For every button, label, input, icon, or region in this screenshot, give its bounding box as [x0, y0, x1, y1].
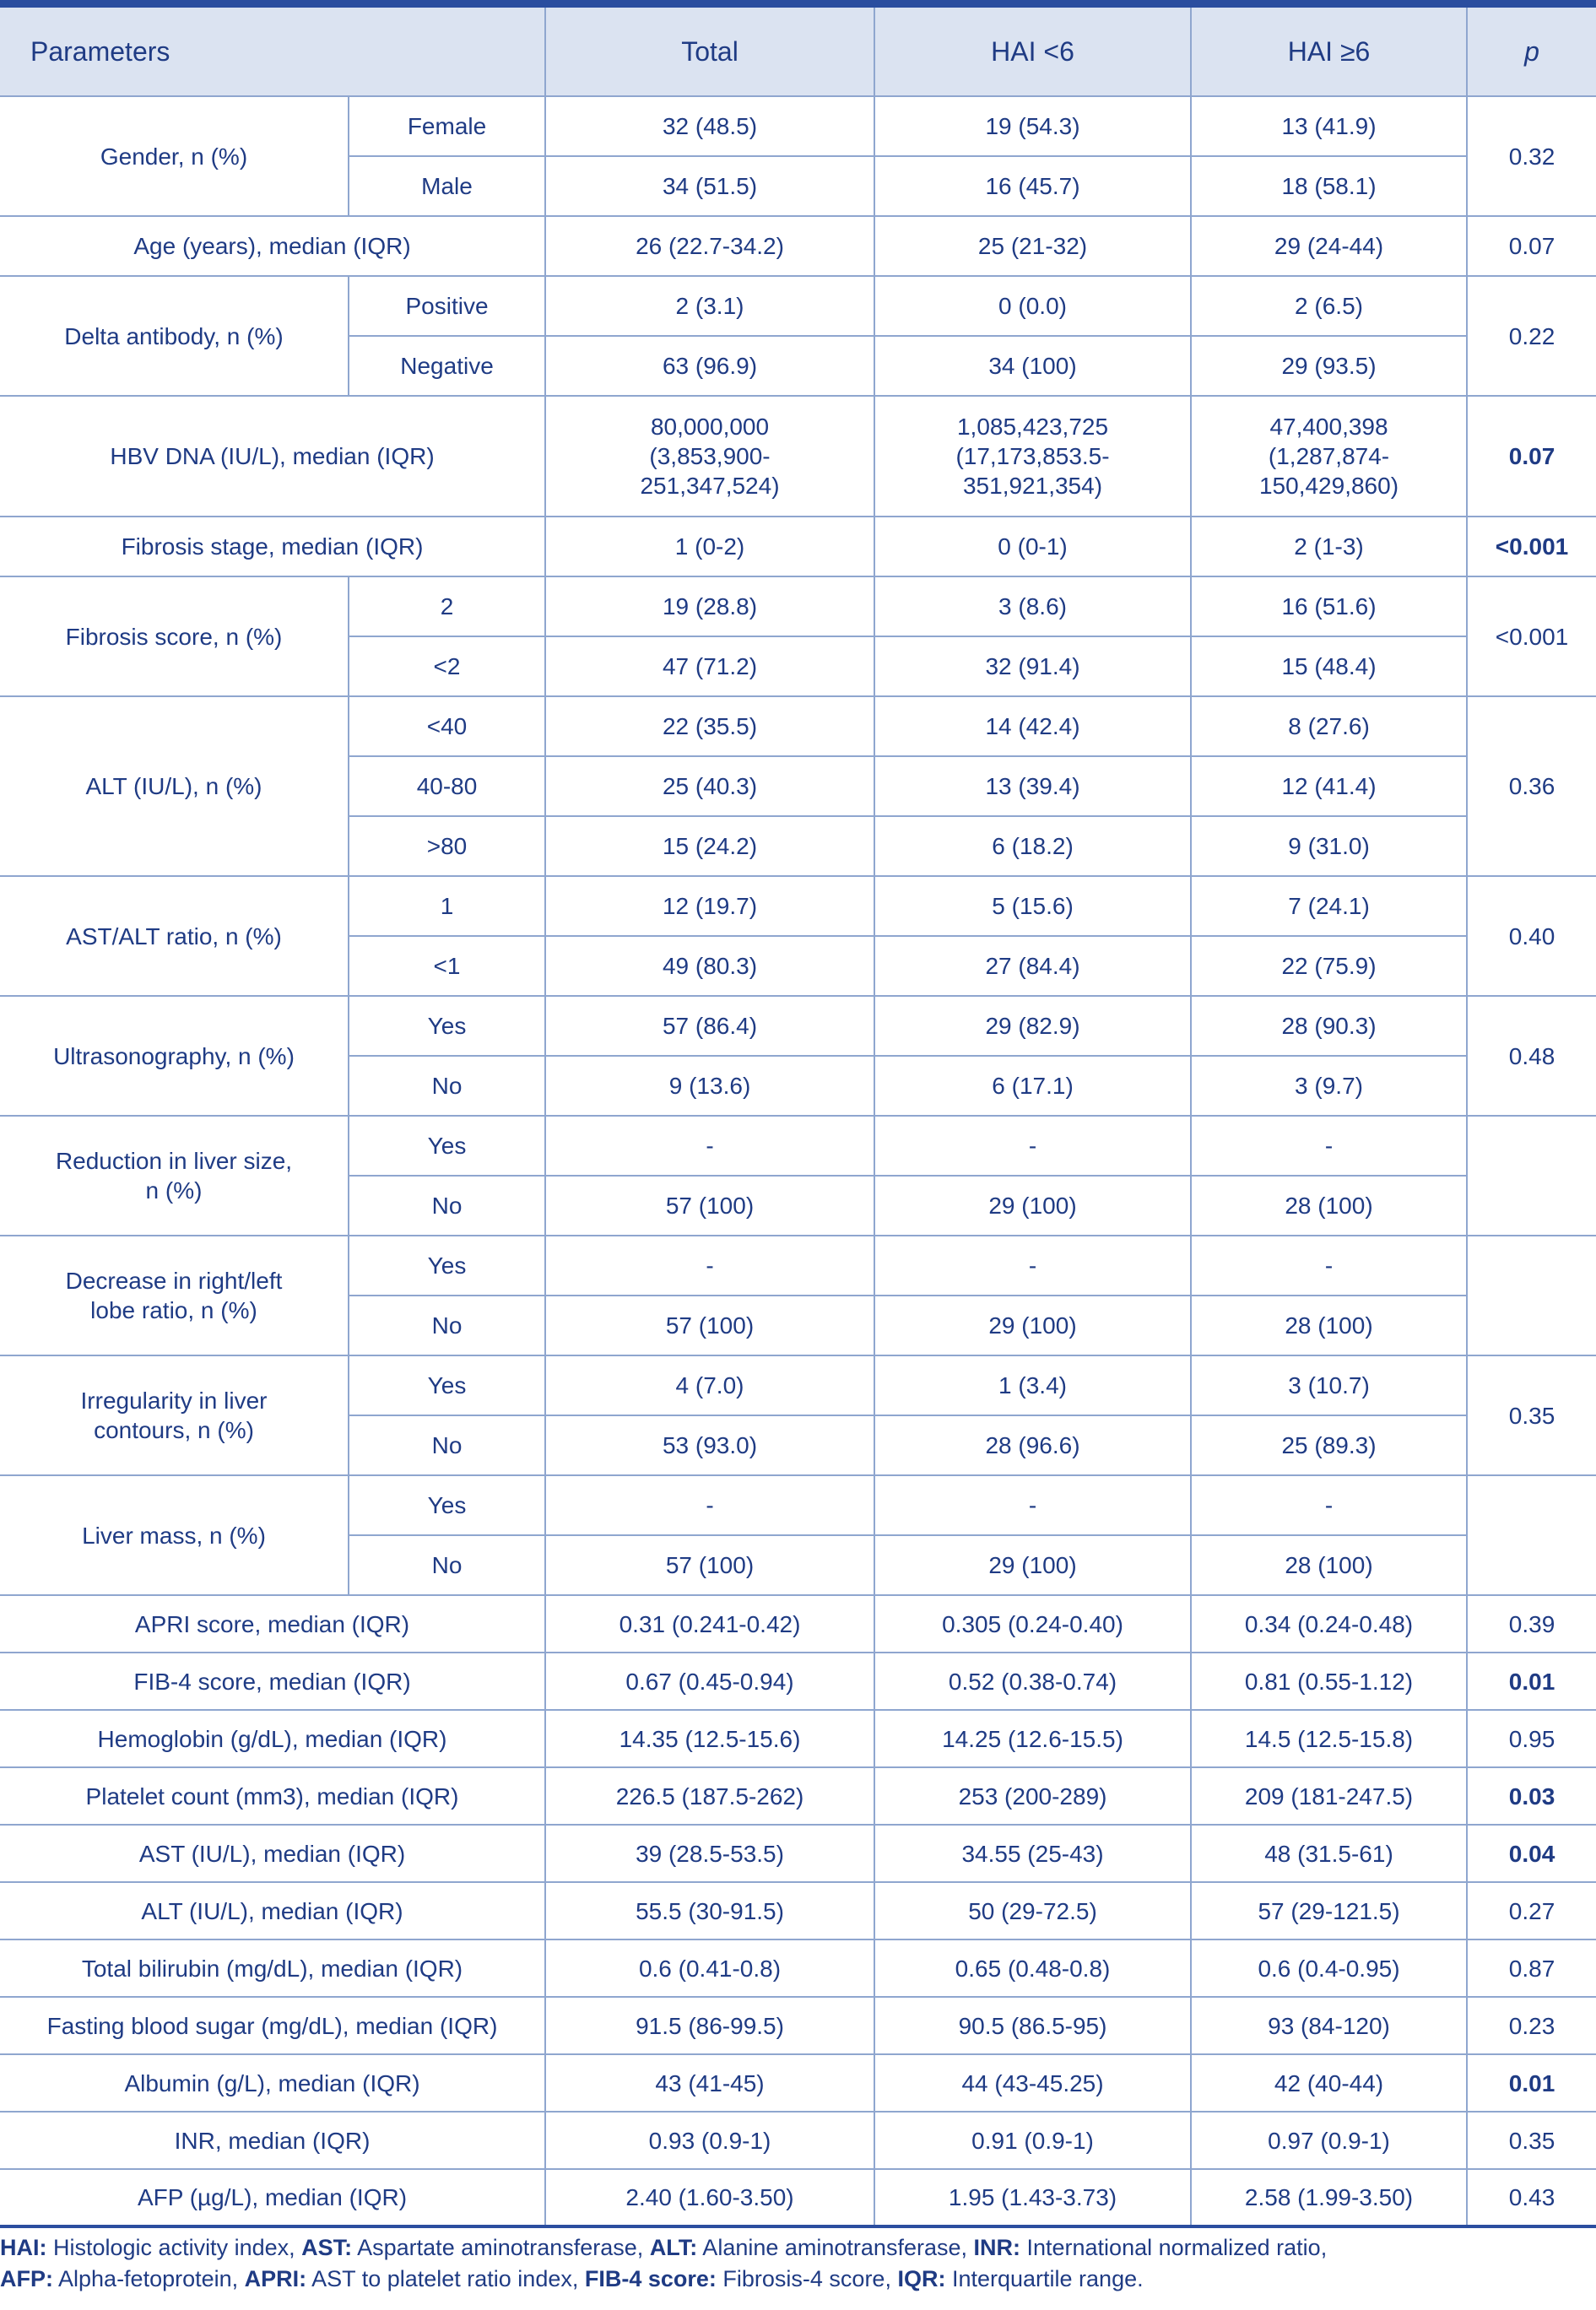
header-hai-high: HAI ≥6	[1191, 8, 1467, 96]
cell-hai-high: 22 (75.9)	[1191, 936, 1467, 996]
table-row	[0, 517, 1596, 576]
cell-hai-high: 2 (6.5)	[1191, 276, 1467, 336]
row-label: Fibrosis score, n (%)	[0, 576, 349, 696]
cell-hai-high: -	[1191, 1236, 1467, 1296]
cell-total: 9 (13.6)	[545, 1056, 874, 1116]
cell-total: 4 (7.0)	[545, 1355, 874, 1415]
cell-p: 0.07	[1467, 396, 1596, 517]
cell-hai-low: 3 (8.6)	[874, 576, 1191, 636]
abbr-term: APRI:	[244, 2266, 307, 2291]
abbr-definition: Alanine aminotransferase,	[697, 2235, 974, 2260]
cell-total: 39 (28.5-53.5)	[545, 1825, 874, 1882]
abbr-definition: Interquartile range.	[945, 2266, 1144, 2291]
cell-p: <0.001	[1467, 576, 1596, 696]
cell-total: 63 (96.9)	[545, 336, 874, 396]
cell-total: 47 (71.2)	[545, 636, 874, 696]
row-label: APRI score, median (IQR)	[0, 1595, 545, 1653]
cell-total: 43 (41-45)	[545, 2054, 874, 2112]
label-line: Decrease in right/left	[65, 1268, 283, 1294]
subgroup-label: Negative	[349, 336, 545, 396]
header-parameters: Parameters	[0, 8, 545, 96]
cell-hai-low: 1.95 (1.43-3.73)	[874, 2169, 1191, 2226]
cell-p: 0.22	[1467, 276, 1596, 396]
cell-hai-high: 2.58 (1.99-3.50)	[1191, 2169, 1467, 2226]
cell-p	[1467, 1236, 1596, 1355]
cell-total: 57 (100)	[545, 1535, 874, 1595]
cell-total: 226.5 (187.5-262)	[545, 1767, 874, 1825]
row-label: Age (years), median (IQR)	[0, 216, 545, 276]
cell-p: 0.23	[1467, 1997, 1596, 2054]
cell-hai-low: 13 (39.4)	[874, 756, 1191, 816]
table-row	[0, 1236, 1596, 1296]
value-line: 80,000,000	[650, 414, 770, 440]
cell-hai-high: 9 (31.0)	[1191, 816, 1467, 876]
subgroup-label: No	[349, 1535, 545, 1595]
table-footnote	[0, 2232, 1596, 2295]
subgroup-label: Female	[349, 96, 545, 156]
cell-hai-low	[874, 396, 1191, 517]
cell-hai-low: 0 (0-1)	[874, 517, 1191, 576]
cell-hai-high: 3 (9.7)	[1191, 1056, 1467, 1116]
abbr-term: AFP:	[0, 2266, 53, 2291]
abbr-definition: Alpha-fetoprotein,	[53, 2266, 245, 2291]
cell-total: 0.67 (0.45-0.94)	[545, 1653, 874, 1710]
cell-hai-high: 209 (181-247.5)	[1191, 1767, 1467, 1825]
cell-hai-high: 0.81 (0.55-1.12)	[1191, 1653, 1467, 1710]
table-row	[0, 96, 1596, 156]
cell-p: 0.36	[1467, 696, 1596, 876]
cell-total: 2 (3.1)	[545, 276, 874, 336]
cell-p: <0.001	[1467, 517, 1596, 576]
value-line: (1,287,874-	[1268, 443, 1390, 469]
cell-p: 0.32	[1467, 96, 1596, 216]
cell-hai-low: 50 (29-72.5)	[874, 1882, 1191, 1939]
cell-total: -	[545, 1236, 874, 1296]
table-row	[0, 216, 1596, 276]
cell-p: 0.07	[1467, 216, 1596, 276]
cell-p: 0.87	[1467, 1939, 1596, 1997]
value-line: 251,347,524)	[640, 473, 780, 499]
table-row	[0, 996, 1596, 1056]
subgroup-label: <2	[349, 636, 545, 696]
cell-hai-low: 5 (15.6)	[874, 876, 1191, 936]
cell-p: 0.27	[1467, 1882, 1596, 1939]
header-row	[0, 8, 1596, 96]
cell-hai-low: 44 (43-45.25)	[874, 2054, 1191, 2112]
cell-p: 0.43	[1467, 2169, 1596, 2226]
subgroup-label: No	[349, 1176, 545, 1236]
cell-hai-low: 0.52 (0.38-0.74)	[874, 1653, 1191, 1710]
row-label: INR, median (IQR)	[0, 2112, 545, 2169]
table-row	[0, 276, 1596, 336]
cell-p: 0.01	[1467, 2054, 1596, 2112]
subgroup-label: Yes	[349, 1355, 545, 1415]
footnote-line-1	[0, 2232, 1596, 2264]
header-hai-low: HAI <6	[874, 8, 1191, 96]
cell-hai-high: 28 (100)	[1191, 1176, 1467, 1236]
cell-hai-low: 29 (82.9)	[874, 996, 1191, 1056]
cell-hai-high: 14.5 (12.5-15.8)	[1191, 1710, 1467, 1767]
cell-hai-low: 34.55 (25-43)	[874, 1825, 1191, 1882]
cell-hai-high: 93 (84-120)	[1191, 1997, 1467, 2054]
cell-total: 49 (80.3)	[545, 936, 874, 996]
cell-total: 15 (24.2)	[545, 816, 874, 876]
cell-hai-high: 16 (51.6)	[1191, 576, 1467, 636]
subgroup-label: Yes	[349, 996, 545, 1056]
label-line: lobe ratio, n (%)	[90, 1297, 257, 1323]
cell-p: 0.35	[1467, 2112, 1596, 2169]
cell-hai-high: 0.34 (0.24-0.48)	[1191, 1595, 1467, 1653]
cell-hai-high: 48 (31.5-61)	[1191, 1825, 1467, 1882]
row-label: Hemoglobin (g/dL), median (IQR)	[0, 1710, 545, 1767]
abbr-term: AST:	[301, 2235, 353, 2260]
cell-hai-high: 28 (90.3)	[1191, 996, 1467, 1056]
cell-total: 0.93 (0.9-1)	[545, 2112, 874, 2169]
cell-hai-low: 29 (100)	[874, 1535, 1191, 1595]
subgroup-label: No	[349, 1415, 545, 1475]
cell-hai-high	[1191, 396, 1467, 517]
table-row	[0, 1653, 1596, 1710]
footnote-line-2	[0, 2264, 1596, 2295]
row-label: AST (IU/L), median (IQR)	[0, 1825, 545, 1882]
cell-hai-high: 57 (29-121.5)	[1191, 1882, 1467, 1939]
cell-total: 34 (51.5)	[545, 156, 874, 216]
table-row	[0, 1825, 1596, 1882]
subgroup-label: 1	[349, 876, 545, 936]
header-p: p	[1467, 8, 1596, 96]
cell-p: 0.04	[1467, 1825, 1596, 1882]
cell-hai-high: 42 (40-44)	[1191, 2054, 1467, 2112]
cell-hai-low: 19 (54.3)	[874, 96, 1191, 156]
cell-hai-low: -	[874, 1475, 1191, 1535]
subgroup-label: No	[349, 1056, 545, 1116]
table-row	[0, 1710, 1596, 1767]
subgroup-label: <40	[349, 696, 545, 756]
cell-total: 14.35 (12.5-15.6)	[545, 1710, 874, 1767]
cell-hai-low: 1 (3.4)	[874, 1355, 1191, 1415]
subgroup-label: 40-80	[349, 756, 545, 816]
value-line: 1,085,423,725	[956, 414, 1109, 440]
cell-total: 57 (100)	[545, 1296, 874, 1355]
cell-hai-low: 14 (42.4)	[874, 696, 1191, 756]
cell-hai-low: 16 (45.7)	[874, 156, 1191, 216]
table-row	[0, 1355, 1596, 1415]
row-label: Liver mass, n (%)	[0, 1475, 349, 1595]
subgroup-label: Yes	[349, 1116, 545, 1176]
cell-hai-high: 0.97 (0.9-1)	[1191, 2112, 1467, 2169]
table-row	[0, 396, 1596, 517]
cell-hai-low: 0.91 (0.9-1)	[874, 2112, 1191, 2169]
label-line: n (%)	[145, 1177, 203, 1204]
abbr-term: ALT:	[649, 2235, 698, 2260]
row-label: HBV DNA (IU/L), median (IQR)	[0, 396, 545, 517]
cell-hai-high: 29 (93.5)	[1191, 336, 1467, 396]
cell-hai-low: 32 (91.4)	[874, 636, 1191, 696]
table-row	[0, 1882, 1596, 1939]
cell-hai-low: 28 (96.6)	[874, 1415, 1191, 1475]
value-line: (3,853,900-	[649, 443, 771, 469]
row-label: Fibrosis stage, median (IQR)	[0, 517, 545, 576]
row-label: AFP (µg/L), median (IQR)	[0, 2169, 545, 2226]
cell-hai-low: 25 (21-32)	[874, 216, 1191, 276]
cell-total: 19 (28.8)	[545, 576, 874, 636]
cell-total: 53 (93.0)	[545, 1415, 874, 1475]
value-line: 47,400,398	[1269, 414, 1388, 440]
cell-hai-high: -	[1191, 1116, 1467, 1176]
cell-p	[1467, 1475, 1596, 1595]
abbr-term: INR:	[973, 2235, 1020, 2260]
cell-total: 91.5 (86-99.5)	[545, 1997, 874, 2054]
top-accent-bar	[0, 0, 1596, 8]
value-line: 351,921,354)	[962, 473, 1103, 499]
abbr-term: IQR:	[897, 2266, 946, 2291]
label-line: Reduction in liver size,	[55, 1148, 293, 1174]
cell-hai-low: 27 (84.4)	[874, 936, 1191, 996]
row-label	[0, 1355, 349, 1475]
cell-hai-high: 12 (41.4)	[1191, 756, 1467, 816]
cell-hai-low: 29 (100)	[874, 1296, 1191, 1355]
cell-total	[545, 396, 874, 517]
table-row	[0, 2112, 1596, 2169]
subgroup-label: Positive	[349, 276, 545, 336]
cell-hai-low: 0.305 (0.24-0.40)	[874, 1595, 1191, 1653]
subgroup-label: 2	[349, 576, 545, 636]
table-row	[0, 1939, 1596, 1997]
table-row	[0, 2169, 1596, 2226]
cell-hai-high: 0.6 (0.4-0.95)	[1191, 1939, 1467, 1997]
cell-hai-low: 0.65 (0.48-0.8)	[874, 1939, 1191, 1997]
cell-hai-high: 13 (41.9)	[1191, 96, 1467, 156]
cell-p	[1467, 1116, 1596, 1236]
cell-hai-low: 0 (0.0)	[874, 276, 1191, 336]
cell-p: 0.39	[1467, 1595, 1596, 1653]
value-line: (17,173,853.5-	[955, 443, 1110, 469]
cell-hai-low: 6 (18.2)	[874, 816, 1191, 876]
cell-hai-low: 253 (200-289)	[874, 1767, 1191, 1825]
table-row	[0, 1997, 1596, 2054]
cell-total: 26 (22.7-34.2)	[545, 216, 874, 276]
cell-p: 0.48	[1467, 996, 1596, 1116]
row-label: Total bilirubin (mg/dL), median (IQR)	[0, 1939, 545, 1997]
row-label: Ultrasonography, n (%)	[0, 996, 349, 1116]
row-label: ALT (IU/L), median (IQR)	[0, 1882, 545, 1939]
cell-p: 0.03	[1467, 1767, 1596, 1825]
table-row	[0, 876, 1596, 936]
cell-total: 22 (35.5)	[545, 696, 874, 756]
cell-total: -	[545, 1116, 874, 1176]
cell-p: 0.95	[1467, 1710, 1596, 1767]
cell-total: 55.5 (30-91.5)	[545, 1882, 874, 1939]
results-table	[0, 8, 1596, 2228]
row-label: AST/ALT ratio, n (%)	[0, 876, 349, 996]
row-label: Platelet count (mm3), median (IQR)	[0, 1767, 545, 1825]
cell-p: 0.01	[1467, 1653, 1596, 1710]
cell-hai-high: 7 (24.1)	[1191, 876, 1467, 936]
subgroup-label: Male	[349, 156, 545, 216]
cell-total: 57 (100)	[545, 1176, 874, 1236]
cell-total: 2.40 (1.60-3.50)	[545, 2169, 874, 2226]
cell-total: 57 (86.4)	[545, 996, 874, 1056]
cell-hai-high: 2 (1-3)	[1191, 517, 1467, 576]
abbr-definition: Histologic activity index,	[46, 2235, 302, 2260]
table-row	[0, 1767, 1596, 1825]
subgroup-label: >80	[349, 816, 545, 876]
cell-hai-high: 25 (89.3)	[1191, 1415, 1467, 1475]
header-total: Total	[545, 8, 874, 96]
cell-hai-low: -	[874, 1116, 1191, 1176]
table-row	[0, 1475, 1596, 1535]
cell-hai-high: 28 (100)	[1191, 1296, 1467, 1355]
subgroup-label: No	[349, 1296, 545, 1355]
cell-hai-high: 18 (58.1)	[1191, 156, 1467, 216]
cell-total: 1 (0-2)	[545, 517, 874, 576]
label-line: Irregularity in liver	[80, 1388, 268, 1414]
abbr-definition: International normalized ratio,	[1020, 2235, 1328, 2260]
cell-hai-high: 29 (24-44)	[1191, 216, 1467, 276]
cell-hai-low: 34 (100)	[874, 336, 1191, 396]
cell-hai-low: 29 (100)	[874, 1176, 1191, 1236]
row-label: Gender, n (%)	[0, 96, 349, 216]
cell-hai-low: 14.25 (12.6-15.5)	[874, 1710, 1191, 1767]
cell-total: 32 (48.5)	[545, 96, 874, 156]
abbr-definition: AST to platelet ratio index,	[306, 2266, 585, 2291]
cell-total: -	[545, 1475, 874, 1535]
row-label: Fasting blood sugar (mg/dL), median (IQR)	[0, 1997, 545, 2054]
cell-total: 0.6 (0.41-0.8)	[545, 1939, 874, 1997]
abbr-term: FIB-4 score:	[584, 2266, 717, 2291]
cell-hai-high: 15 (48.4)	[1191, 636, 1467, 696]
cell-hai-high: 8 (27.6)	[1191, 696, 1467, 756]
row-label	[0, 1236, 349, 1355]
abbr-term: HAI:	[0, 2235, 47, 2260]
table-row	[0, 696, 1596, 756]
cell-total: 12 (19.7)	[545, 876, 874, 936]
table-row	[0, 1595, 1596, 1653]
row-label: FIB-4 score, median (IQR)	[0, 1653, 545, 1710]
row-label	[0, 1116, 349, 1236]
cell-hai-high: 28 (100)	[1191, 1535, 1467, 1595]
cell-hai-low: 90.5 (86.5-95)	[874, 1997, 1191, 2054]
cell-hai-high: -	[1191, 1475, 1467, 1535]
table-row	[0, 576, 1596, 636]
cell-total: 25 (40.3)	[545, 756, 874, 816]
abbr-definition: Fibrosis-4 score,	[716, 2266, 898, 2291]
row-label: Albumin (g/L), median (IQR)	[0, 2054, 545, 2112]
subgroup-label: Yes	[349, 1475, 545, 1535]
cell-hai-high: 3 (10.7)	[1191, 1355, 1467, 1415]
abbr-definition: Aspartate aminotransferase,	[352, 2235, 650, 2260]
cell-p: 0.35	[1467, 1355, 1596, 1475]
table-row	[0, 2054, 1596, 2112]
cell-hai-low: 6 (17.1)	[874, 1056, 1191, 1116]
subgroup-label: Yes	[349, 1236, 545, 1296]
row-label: ALT (IU/L), n (%)	[0, 696, 349, 876]
table-row	[0, 1116, 1596, 1176]
label-line: contours, n (%)	[94, 1417, 254, 1443]
row-label: Delta antibody, n (%)	[0, 276, 349, 396]
value-line: 150,429,860)	[1258, 473, 1399, 499]
cell-p: 0.40	[1467, 876, 1596, 996]
cell-total: 0.31 (0.241-0.42)	[545, 1595, 874, 1653]
subgroup-label: <1	[349, 936, 545, 996]
cell-hai-low: -	[874, 1236, 1191, 1296]
